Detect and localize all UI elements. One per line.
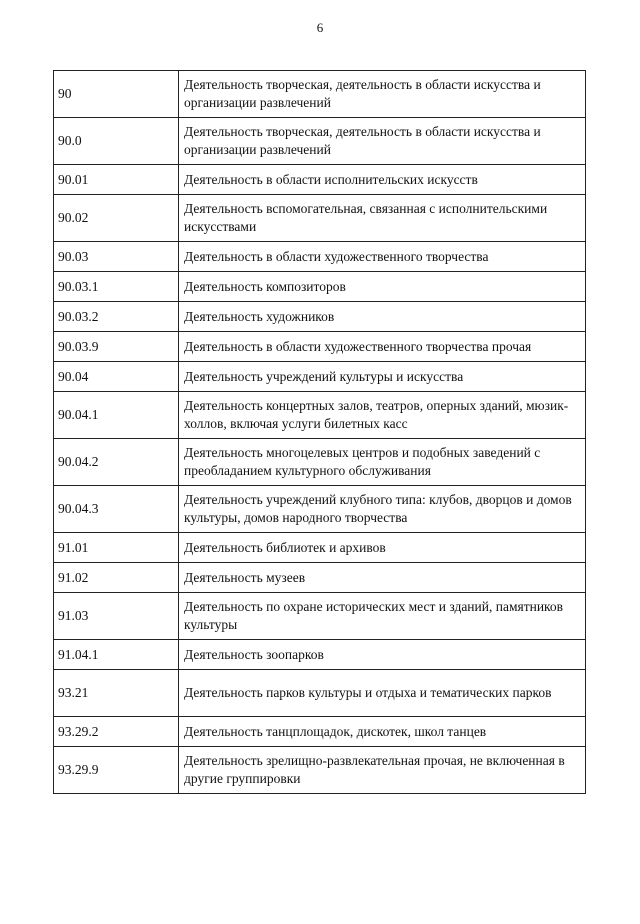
table-row	[54, 747, 586, 794]
code-cell: 90.0	[54, 118, 179, 165]
table-row	[54, 563, 586, 593]
table-row	[54, 392, 586, 439]
code-cell: 91.04.1	[54, 640, 179, 670]
code-cell: 90.04.2	[54, 439, 179, 486]
description-cell: Деятельность вспомогательная, связанная с исполнительскими искусствами	[179, 195, 586, 242]
description-cell: Деятельность в области художественного творчества	[179, 242, 586, 272]
code-cell: 90.02	[54, 195, 179, 242]
description-cell: Деятельность композиторов	[179, 272, 586, 302]
code-cell: 90.01	[54, 165, 179, 195]
description-cell: Деятельность танцплощадок, дискотек, школ танцев	[179, 717, 586, 747]
description-cell: Деятельность зрелищно-развлекательная прочая, не включенная в другие группировки	[179, 747, 586, 794]
table-row	[54, 71, 586, 118]
code-cell: 91.03	[54, 593, 179, 640]
description-cell: Деятельность по охране исторических мест и зданий, памятников культуры	[179, 593, 586, 640]
code-cell: 93.21	[54, 670, 179, 717]
code-cell: 90.04.3	[54, 486, 179, 533]
activity-codes-table	[53, 70, 586, 794]
code-cell: 93.29.9	[54, 747, 179, 794]
description-cell: Деятельность художников	[179, 302, 586, 332]
table-row	[54, 670, 586, 717]
code-cell: 90.04	[54, 362, 179, 392]
description-cell: Деятельность учреждений культуры и искусства	[179, 362, 586, 392]
description-cell: Деятельность творческая, деятельность в области искусства и организации развлечений	[179, 71, 586, 118]
code-cell: 90	[54, 71, 179, 118]
description-cell: Деятельность творческая, деятельность в области искусства и организации развлечений	[179, 118, 586, 165]
code-cell: 90.03.1	[54, 272, 179, 302]
table-row	[54, 640, 586, 670]
description-cell: Деятельность концертных залов, театров, оперных зданий, мюзик-холлов, включая услуги билетных касс	[179, 392, 586, 439]
table-row	[54, 533, 586, 563]
table-row	[54, 118, 586, 165]
table-row	[54, 165, 586, 195]
table-row	[54, 486, 586, 533]
description-cell: Деятельность парков культуры и отдыха и тематических парков	[179, 670, 586, 717]
table-row	[54, 242, 586, 272]
description-cell: Деятельность библиотек и архивов	[179, 533, 586, 563]
description-cell: Деятельность учреждений клубного типа: клубов, дворцов и домов культуры, домов народного творчества	[179, 486, 586, 533]
code-cell: 93.29.2	[54, 717, 179, 747]
page-number: 6	[316, 20, 324, 35]
table-row	[54, 272, 586, 302]
code-cell: 91.02	[54, 563, 179, 593]
table-row	[54, 195, 586, 242]
code-cell: 90.04.1	[54, 392, 179, 439]
code-cell: 91.01	[54, 533, 179, 563]
table-row	[54, 332, 586, 362]
description-cell: Деятельность зоопарков	[179, 640, 586, 670]
table-row	[54, 302, 586, 332]
description-cell: Деятельность в области художественного творчества прочая	[179, 332, 586, 362]
description-cell: Деятельность в области исполнительских искусств	[179, 165, 586, 195]
description-cell: Деятельность музеев	[179, 563, 586, 593]
code-cell: 90.03	[54, 242, 179, 272]
code-cell: 90.03.9	[54, 332, 179, 362]
table-row	[54, 717, 586, 747]
table-row	[54, 439, 586, 486]
table-row	[54, 593, 586, 640]
table-row	[54, 362, 586, 392]
description-cell: Деятельность многоцелевых центров и подобных заведений с преобладанием культурного обслуживания	[179, 439, 586, 486]
code-cell: 90.03.2	[54, 302, 179, 332]
